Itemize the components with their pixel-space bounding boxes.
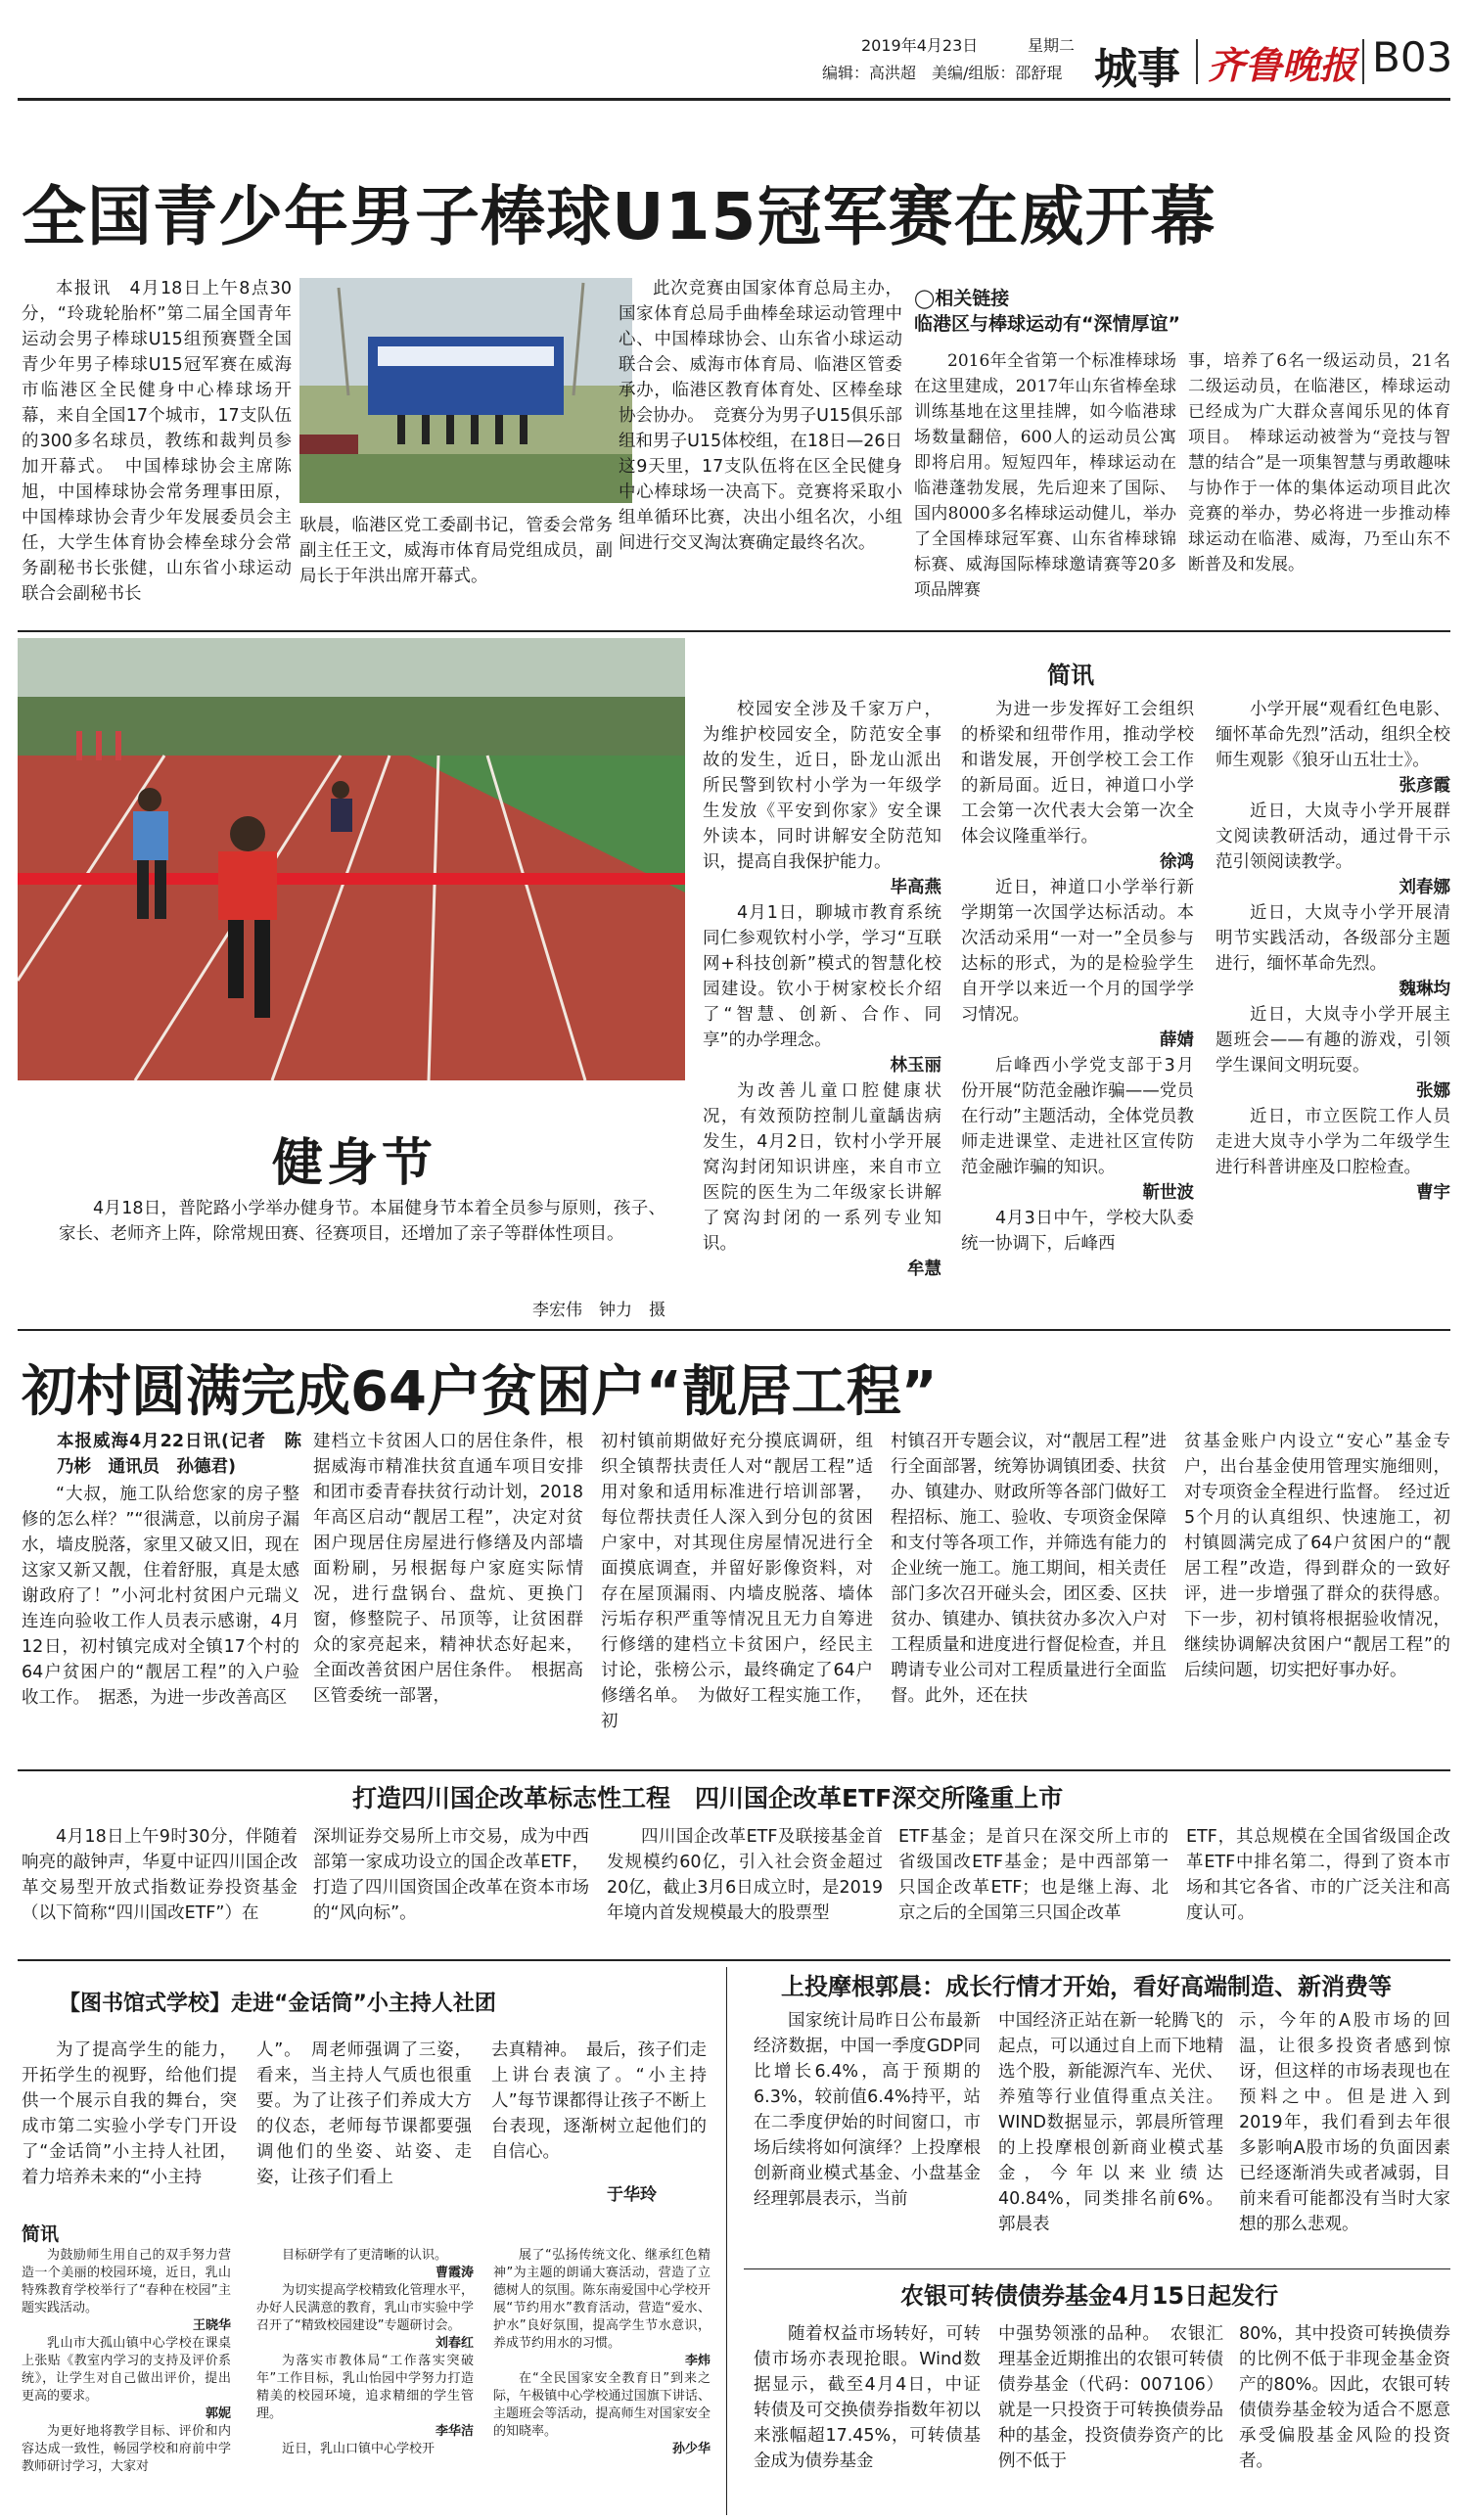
brief-item-signature: 张娜 xyxy=(1416,1081,1450,1101)
headline-library: 【图书馆式学校】走进“金话筒”小主持人社团 xyxy=(59,1992,496,2016)
poverty-byline: 本报威海4月22日讯(记者 陈乃彬 通讯员 孙德君) xyxy=(57,1432,301,1477)
etf-col-3: 四川国企改革ETF及联接基金首发规模约60亿，引入社会资金超过20亿，截止3月6日成立时，是2019年境内首发规模最大的股票型 xyxy=(607,1827,883,1923)
brief-item-text: 近日，神道口小学举行新学期第一次国学达标活动。本次活动采用“一对一”全员参与达标的形式，为的是检验学生自开学以来近一个月的国学学习情况。 xyxy=(961,878,1194,1025)
brief-item-signature: 张彦霞 xyxy=(1399,776,1450,796)
section-rule xyxy=(18,1959,1450,1961)
section-rule xyxy=(744,2268,1450,2269)
brief-item-text: 展了“弘扬传统文化、继承红色精神”为主题的朗诵大赛活动，营造了立德树人的氛围。陈东南爱国中心学校开展“节约用水”教育活动，营造“爱水、护水”良好氛围，提高学生节水意识，养成节约用水的习惯。 xyxy=(493,2248,711,2351)
related-col-2: 事，培养了6名一级运动员，21名二级运动员，在临港区，棒球运动已经成为广大群众喜闻乐见的体育项目。 棒球运动被誉为“竞技与智慧的结合”是一项集智慧与勇敢趣味与协作于一体的集体运动项目此次竞赛的举办，势必将进一步推动棒球运动在临港、威海，乃至山东不断普及和发展。 xyxy=(1188,351,1450,574)
section-divider xyxy=(1362,39,1364,84)
newspaper-brand: 齐鲁晚报 xyxy=(1208,43,1357,87)
brief-item-text: 近日，大岚寺小学开展群文阅读教研活动，通过骨干示范引领阅读教学。 xyxy=(1216,802,1450,872)
baseball-below-photo: 耿晨，临港区党工委副书记，管委会常务副主任王文，威海市体育局党组成员，副局长于年洪出席开幕式。 xyxy=(299,516,613,586)
brief-item-text: 近日，大岚寺小学开展主题班会——有趣的游戏，引领学生课间文明玩耍。 xyxy=(1216,1005,1450,1076)
section-name: 城事 xyxy=(1094,44,1180,94)
brief-item-text: 小学开展“观看红色电影、缅怀革命先烈”活动，组织全校师生观影《狼牙山五壮士》。 xyxy=(1216,700,1450,770)
section-divider xyxy=(1196,39,1198,84)
brief-item-signature: 牟慧 xyxy=(907,1260,941,1279)
briefs-col-1 xyxy=(703,697,941,1317)
etf-col-4: ETF基金；是首只在深交所上市的省级国改ETF基金；是中西部第一只国企改革ETF；也是继上海、北京之后的全国第三只国企改革 xyxy=(898,1827,1169,1923)
brief-item-signature: 徐鸿 xyxy=(1160,852,1194,872)
poverty-col-4: 村镇召开专题会议，对“靓居工程”进行全面部署，统筹协调镇团委、扶贫办、镇建办、财政所等各部门做好工程招标、施工、验收、专项资金保障和支付等各项工作，并筛选有能力的企业统一施工。施工期间，相关责任部门多次召开碰头会，团区委、区扶贫办、镇建办、镇扶贫办多次入户对工程质量和进度进行督促检查，并且聘请专业公司对工程质量进行全面监督。此外，还在扶 xyxy=(891,1432,1167,1706)
library-signature: 于华玲 xyxy=(607,2185,657,2205)
headline-etf: 打造四川国企改革标志性工程 四川国企改革ETF深交所隆重上市 xyxy=(352,1784,1064,1812)
brief-item-text: 校园安全涉及千家万户，为维护校园安全，防范安全事故的发生，近日，卧龙山派出所民警到钦村小学为一年级学生发放《平安到你家》安全课外读本，同时讲解安全防范知识，提高自我保护能力。 xyxy=(703,700,941,872)
brief-item-text: 近日，市立医院工作人员走进大岚寺小学为二年级学生进行科普讲座及口腔检查。 xyxy=(1216,1107,1450,1177)
related-link-title: 临港区与棒球运动有“深情厚谊” xyxy=(914,313,1180,335)
poverty-col-2: 建档立卡贫困人口的居住条件，根据威海市精准扶贫直通车项目安排和团市委青春扶贫行动计划，2018年高区启动“靓居工程”，决定对贫困户现居住房屋进行修缮及内部墙面粉刷，另根据每户家庭实际情况，进行盘锅台、盘炕、更换门窗，修整院子、吊顶等，让贫困群众的家亮起来，精神状态好起来，全面改善贫困户居住条件。 根据高区管委统一部署， xyxy=(313,1432,583,1706)
bonds-col-1: 随着权益市场转好，可转债市场亦表现抢眼。Wind数据显示，截至4月4日，中证转债及可交换债券指数年初以来涨幅超17.45%，可转债基金成为债券基金 xyxy=(754,2324,981,2471)
brief-item-text: 后峰西小学党支部于3月份开展“防范金融诈骗——党员在行动”主题活动，全体党员教师走进课堂、走进社区宣传防范金融诈骗的知识。 xyxy=(961,1056,1194,1177)
brief-item-text: 在“全民国家安全教育日”到来之际，午极镇中心学校通过国旗下讲话、主题班会等活动，提高师生对国家安全的知晓率。 xyxy=(493,2371,711,2439)
editors-line: 编辑：高洪超 美编/组版：邵舒琨 xyxy=(822,64,1063,82)
headline-baseball: 全国青少年男子棒球U15冠军赛在威开幕 xyxy=(22,179,1216,254)
stocks-col-2: 中国经济正站在新一轮腾飞的起点，可以通过自上而下地精选个股，新能源汽车、光伏、养殖等行业值得重点关注。WIND数据显示，郭晨所管理的上投摩根创新商业模式基金，今年以来业绩达40.84%，同类排名前6%。郭晨表 xyxy=(998,2011,1223,2234)
brief-item-signature: 曹宇 xyxy=(1416,1183,1450,1203)
briefs2-col-2 xyxy=(256,2247,474,2513)
headline-stocks: 上投摩根郭晨：成长行情才开始，看好高端制造、新消费等 xyxy=(781,1973,1392,2000)
brief-item-signature: 薛婧 xyxy=(1160,1031,1194,1050)
brief-item-signature: 刘春娜 xyxy=(1399,878,1450,897)
brief-item-text: 为落实市教体局“工作落实突破年”工作目标，乳山怡园中学努力打造精美的校园环境，追求精细的学生管理。 xyxy=(256,2354,474,2421)
baseball-col-3: 此次竞赛由国家体育总局主办，国家体育总局手曲棒垒球运动管理中心、中国棒球协会、山东省小球运动联合会、威海市体育局、临港区管委承办，临港区教育体育处、区棒垒球协会协办。 竞赛分为男子U15俱乐部组和男子U15体校组，在18日—26日这9天里，17支队伍将在区全民健身中心棒球场一决高下。竞赛将采取小组单循环比赛，决出小组名次，小组间进行交叉淘汰赛确定最终名次。 xyxy=(619,279,902,553)
brief-item-text: 为切实提高学校精致化管理水平，办好人民满意的教育，乳山市实验中学召开了“精致校园建设”专题研讨会。 xyxy=(256,2283,474,2333)
briefs2-col-3 xyxy=(493,2247,711,2513)
library-col-3: 去真精神。 最后，孩子们走上讲台表演了。“小主持人”每节课都得让孩子不断上台表现，逐渐树立起他们的自信心。 xyxy=(491,2040,707,2162)
headline-poverty: 初村圆满完成64户贫困户“靓居工程” xyxy=(22,1360,938,1424)
brief-item-signature: 孙少华 xyxy=(671,2442,711,2456)
library-col-1: 为了提高学生的能力，开拓学生的视野，给他们提供一个展示自我的舞台，突成市第二实验小学专门开设了“金话筒”小主持人社团，着力培养未来的“小主持 xyxy=(22,2040,237,2187)
library-col-2: 人”。 周老师强调了三姿，看来，当主持人气质也很重要。为了让孩子们养成大方的仪态，老师每节课都要强调他们的坐姿、站姿、走姿，让孩子们看上 xyxy=(256,2040,472,2187)
brief-item-text: 4月3日中午，学校大队委统一协调下，后峰西 xyxy=(961,1209,1194,1254)
brief-item-signature: 曹霞涛 xyxy=(435,2266,474,2280)
masthead xyxy=(0,0,1468,98)
section-rule xyxy=(18,1329,1450,1331)
fitness-title: 健身节 xyxy=(272,1134,437,1193)
baseball-col-1: 本报讯 4月18日上午8点30分，“玲珑轮胎杯”第二届全国青年运动会男子棒球U15组预赛暨全国青少年男子棒球U15冠军赛在威海市临港区全民健身中心棒球场开幕，来自全国17个城市，17支队伍的300多名球员，教练和裁判员参加开幕式。 中国棒球协会主席陈旭，中国棒球协会常务理事田原，中国棒球协会青少年发展委员会主任，大学生体育协会棒垒球分会常务副秘书长张健，山东省小球运动联合会副秘书长 xyxy=(22,279,292,604)
brief-item-signature: 林玉丽 xyxy=(890,1056,941,1076)
bonds-col-3: 80%，其中投资可转换债券的比例不低于非现金基金资产的80%。因此，农银可转债债券基金较为适合不愿意承受偏股基金风险的投资者。 xyxy=(1239,2324,1450,2471)
etf-col-5: ETF，其总规模在全国省级国企改革ETF中排名第二，得到了资本市场和其它各省、市的广泛关注和高度认可。 xyxy=(1186,1827,1450,1923)
header-rule xyxy=(18,98,1450,101)
poverty-col-5: 贫基金账户内设立“安心”基金专户，出台基金使用管理实施细则，对专项资金全程进行监督。 经过近5个月的认真组织、快速施工，初村镇圆满完成了64户贫困户的“靓居工程”改造，得到群众的一致好评，进一步增强了群众的获得感。下一步，初村镇将根据验收情况，继续协调解决贫困户“靓居工程”的后续问题，切实把好事办好。 xyxy=(1184,1432,1450,1680)
brief-item-text: 为进一步发挥好工会组织的桥梁和纽带作用，推动学校和谐发展，开创学校工会工作的新局面。近日，神道口小学工会第一次代表大会第一次全体会议隆重举行。 xyxy=(961,700,1194,847)
brief-item-text: 为鼓励师生用自己的双手努力营造一个美丽的校园环境，近日，乳山特殊教育学校举行了“春种在校园”主题实践活动。 xyxy=(22,2248,231,2315)
section-rule xyxy=(18,1769,1450,1771)
issue-date: 2019年4月23日 xyxy=(861,36,979,55)
brief-item-signature: 郭妮 xyxy=(205,2406,231,2421)
etf-col-2: 深圳证券交易所上市交易，成为中西部第一家成功设立的国企改革ETF，打造了四川国资国企改革在资本市场的“风向标”。 xyxy=(313,1827,589,1923)
brief-item-text: 4月1日，聊城市教育系统同仁参观钦村小学，学习“互联网+科技创新”模式的智慧化校园建设。钦小于树家校长介绍了“智慧、创新、合作、同享”的办学理念。 xyxy=(703,903,941,1050)
briefs2-col-1 xyxy=(22,2247,231,2513)
briefs2-title: 简讯 xyxy=(22,2223,60,2245)
brief-item-text: 目标研学有了更清晰的认识。 xyxy=(282,2248,448,2263)
brief-item-text: 近日，乳山口镇中心学校开 xyxy=(282,2442,436,2456)
brief-item-signature: 魏琳均 xyxy=(1399,980,1450,999)
brief-item-signature: 刘春红 xyxy=(435,2336,474,2351)
fitness-race-photo xyxy=(18,638,685,1080)
brief-item-signature: 王晓华 xyxy=(192,2318,231,2333)
issue-weekday: 星期二 xyxy=(1028,36,1076,55)
brief-item-signature: 靳世波 xyxy=(1142,1183,1194,1203)
section-rule xyxy=(18,630,1450,632)
related-link-tag: ◯相关链接 xyxy=(914,288,1010,309)
page-number: B03 xyxy=(1372,33,1453,81)
briefs-col-3 xyxy=(1216,697,1450,1317)
brief-item-text: 乳山市大孤山镇中心学校在课桌上张贴《教室内学习的支持及评价系统》，让学生对自己做出评价，提出更高的要求。 xyxy=(22,2336,231,2404)
briefs-col-2 xyxy=(961,697,1194,1317)
brief-item-signature: 李炜 xyxy=(684,2354,711,2368)
related-col-1: 2016年全省第一个标准棒球场在这里建成，2017年山东省棒垒球训练基地在这里挂牌，如今临港球场数量翻倍，600人的运动员公寓即将启用。短短四年，棒球运动在临港蓬勃发展，先后迎来了国际、国内8000多名棒球运动健儿，举办了全国棒球冠军赛、山东省棒球锦标赛、威海国际棒球邀请赛等20多项品牌赛 xyxy=(914,351,1176,600)
stocks-col-3: 示，今年的A股市场的回温，让很多投资者感到惊讶，但这样的市场表现也在预料之中。但是进入到2019年，我们看到去年很多影响A股市场的负面因素已经逐渐消失或者减弱，目前来看可能都没有当时大家想的那么悲观。 xyxy=(1239,2011,1450,2234)
fitness-photo-credit: 李宏伟 钟力 摄 xyxy=(532,1301,665,1320)
headline-bonds: 农银可转债债券基金4月15日起发行 xyxy=(900,2282,1279,2310)
brief-item-text: 为改善儿童口腔健康状况，有效预防控制儿童龋齿病发生，4月2日，钦村小学开展窝沟封闭知识讲座，来自市立医院的医生为二年级家长讲解了窝沟封闭的一系列专业知识。 xyxy=(703,1081,941,1254)
bonds-col-2: 中强势领涨的品种。 农银汇理基金近期推出的农银可转债债券基金（代码：007106）就是一只投资于可转换债券品种的基金，投资债券资产的比例不低于 xyxy=(998,2324,1223,2471)
poverty-col-1: “大叔，施工队给您家的房子整修的怎么样？”“很满意，以前房子漏水，墙皮脱落，家里又破又旧，现在这家又新又靓，住着舒服，真是太感谢政府了！”小河北村贫困户元瑞义连连向验收工作人员表示感谢，4月12日，初村镇完成对全镇17个村的64户贫困户的“靓居工程”的入户验收工作。 据悉，为进一步改善高区 xyxy=(22,1485,299,1708)
brief-item-text: 近日，大岚寺小学开展清明节实践活动，各级部分主题进行，缅怀革命先烈。 xyxy=(1216,903,1450,974)
baseball-ceremony-photo xyxy=(299,278,632,503)
column-divider xyxy=(726,1967,727,2515)
etf-col-1: 4月18日上午9时30分，伴随着响亮的敲钟声，华夏中证四川国企改革交易型开放式指数证券投资基金（以下简称“四川国改ETF”）在 xyxy=(22,1827,298,1923)
stocks-col-1: 国家统计局昨日公布最新经济数据，中国一季度GDP同比增长6.4%，高于预期的6.3%，较前值6.4%持平，站在二季度伊始的时间窗口，市场后续将如何演绎？上投摩根创新商业模式基金、小盘基金经理郭晨表示，当前 xyxy=(754,2011,981,2209)
fitness-caption: 4月18日，普陀路小学举办健身节。本届健身节本着全员参与原则，孩子、家长、老师齐上阵，除常规田赛、径赛项目，还增加了亲子等群体性项目。 xyxy=(59,1199,665,1244)
brief-item-text: 为更好地将教学目标、评价和内容达成一致性，畅园学校和府前中学教师研讨学习，大家对 xyxy=(22,2424,231,2474)
brief-item-signature: 李华洁 xyxy=(435,2424,474,2439)
briefs-title: 简讯 xyxy=(1047,662,1094,689)
poverty-col-3: 初村镇前期做好充分摸底调研，组织全镇帮扶责任人对“靓居工程”适用对象和适用标准进行培训部署，每位帮扶责任人深入到分包的贫困户家中，对其现住房屋情况进行全面摸底调查，并留好影像资料，对存在屋顶漏雨、内墙皮脱落、墙体污垢存积严重等情况且无力自筹进行修缮的建档立卡贫困户，经民主讨论，张榜公示，最终确定了64户修缮名单。 为做好工程实施工作，初 xyxy=(601,1432,873,1731)
brief-item-signature: 毕高燕 xyxy=(890,878,941,897)
